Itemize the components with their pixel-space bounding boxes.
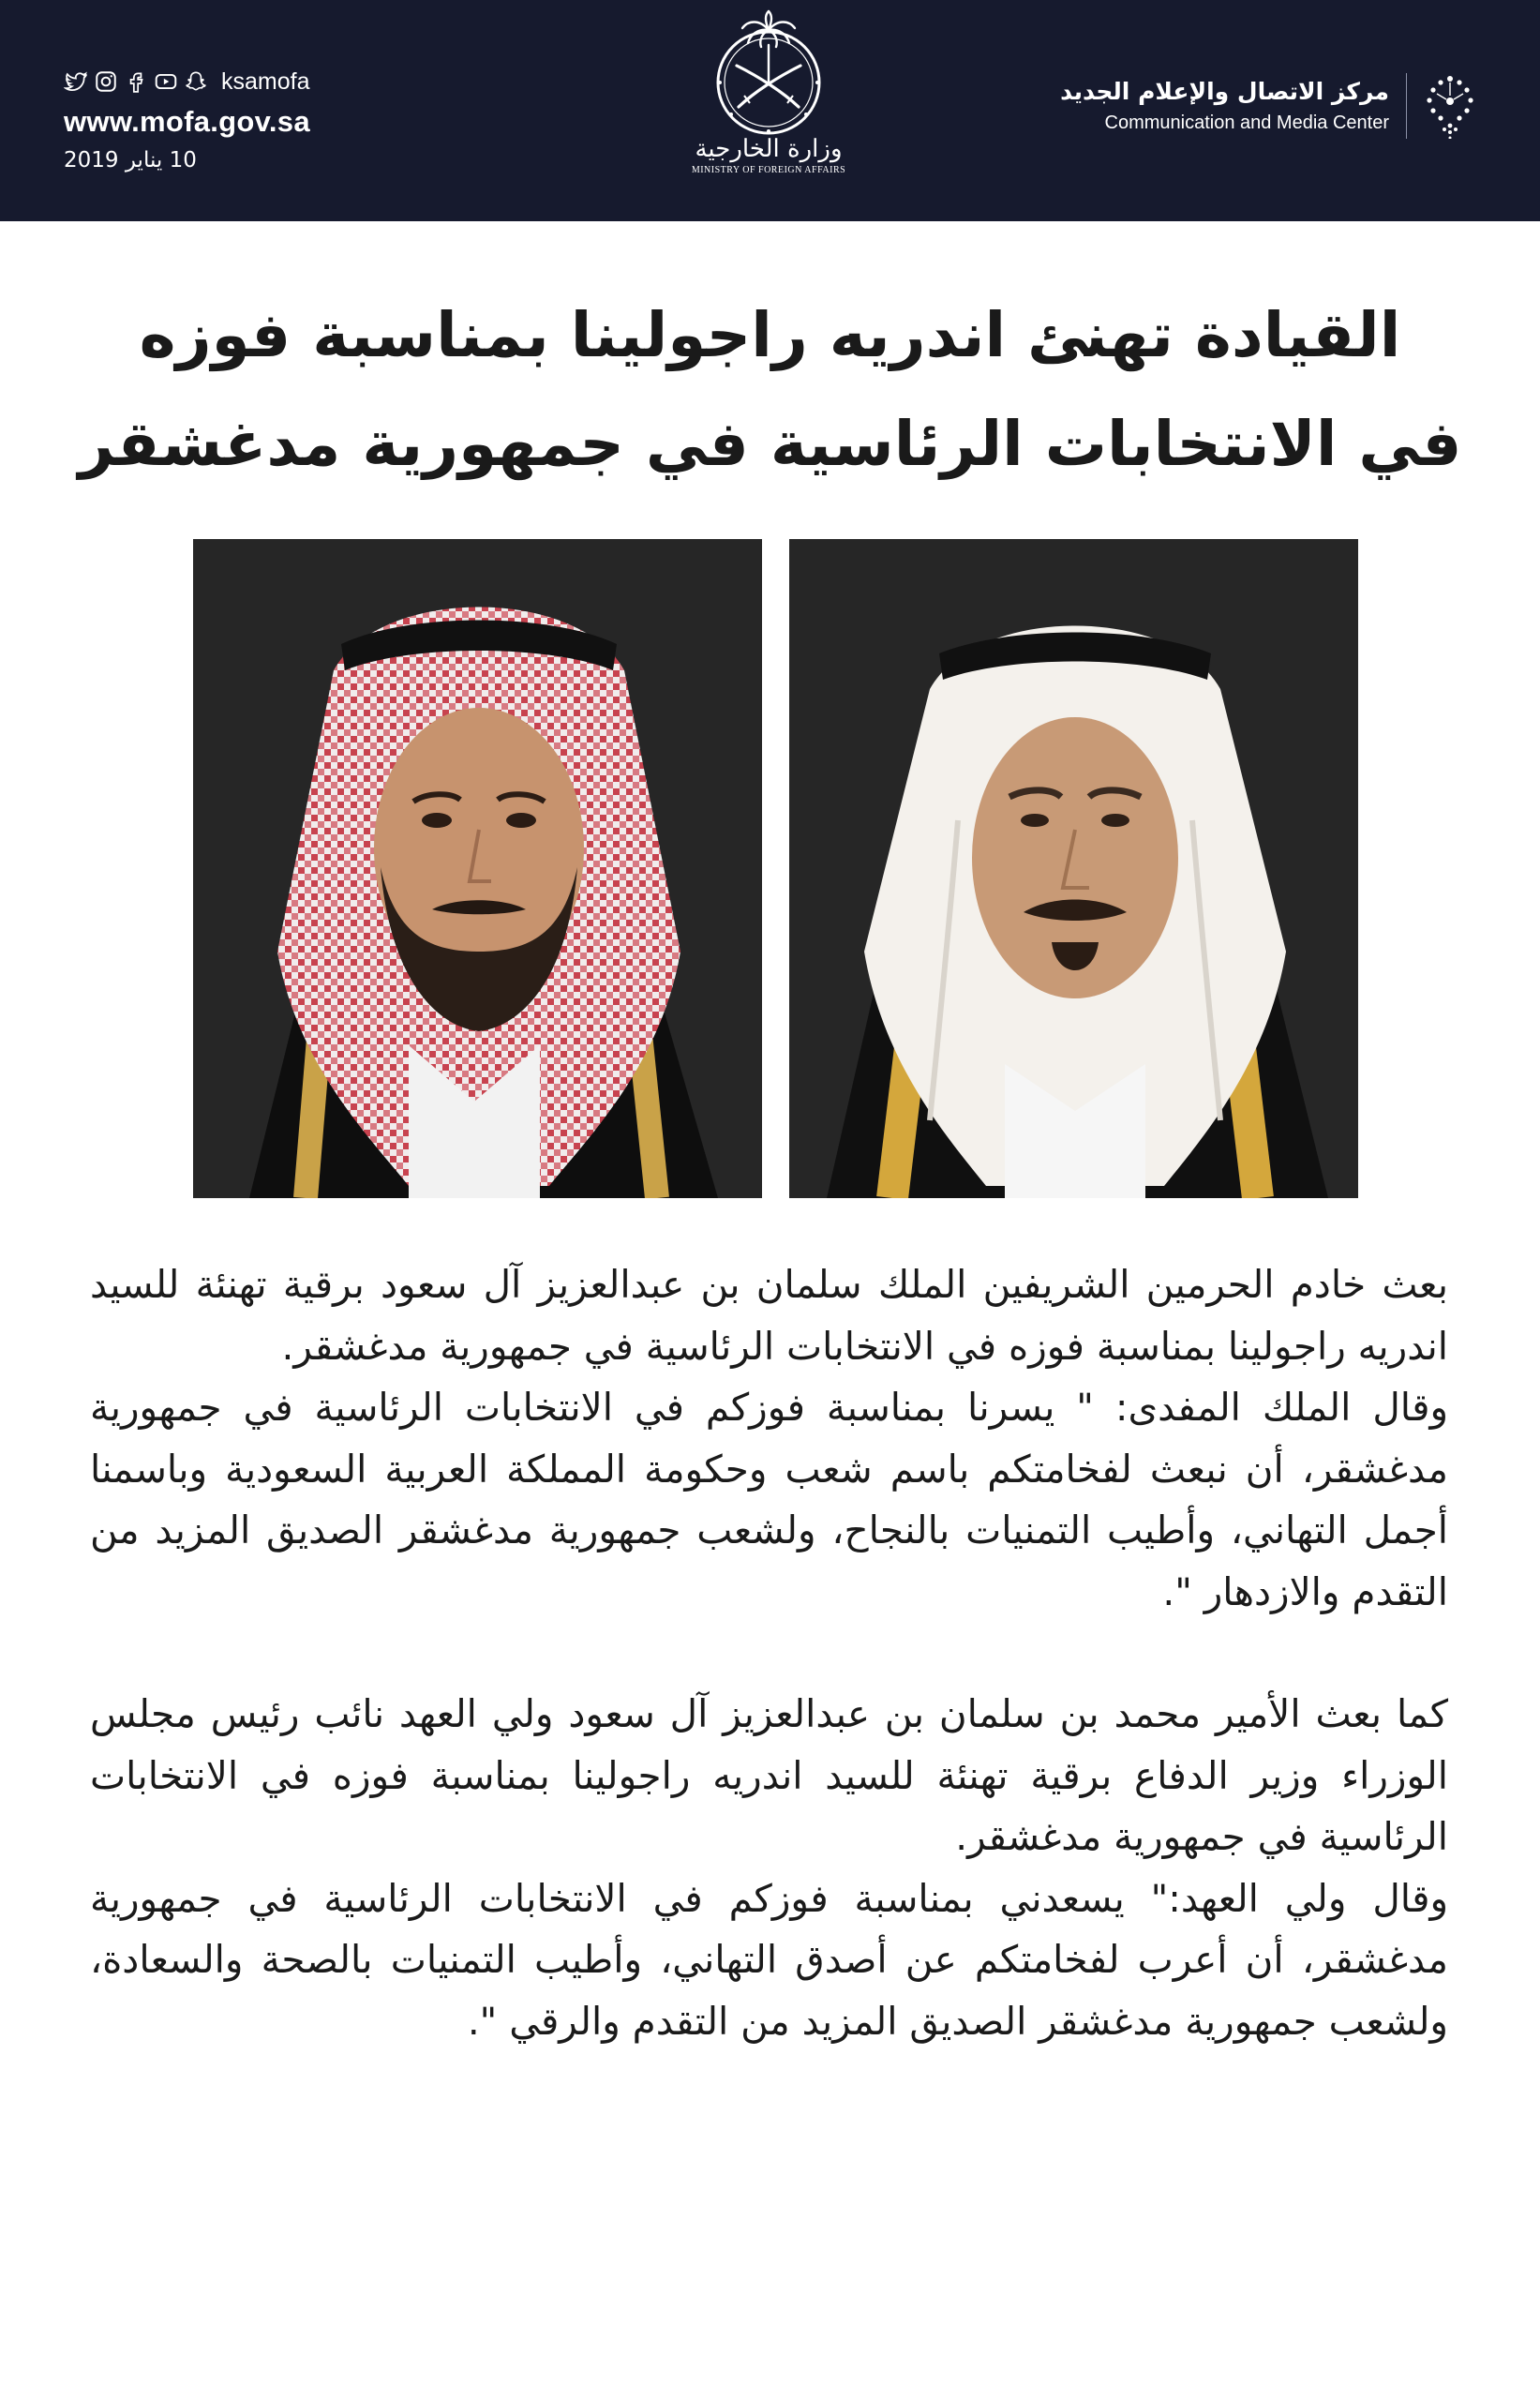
site-url-link[interactable]: www.mofa.gov.sa (64, 105, 310, 138)
media-center-logo-icon (1424, 73, 1476, 139)
youtube-icon[interactable] (154, 69, 178, 94)
contact-block (64, 66, 457, 172)
article-title (75, 281, 1465, 499)
paragraph-crown-prince-telegram: كما بعث الأمير محمد بن سلمان بن عبدالعزيز آل سعود ولي العهد نائب رئيس مجلس الوزراء وزير الدفاع برقية تهنئة للسيد اندريه راجولينا بمناسبة فوزه في الانتخابات الرئاسية في جمهورية مدغشقر. (90, 1691, 1448, 1859)
media-center-names (1060, 78, 1389, 134)
header-bar (0, 0, 1540, 221)
header-divider (1406, 73, 1407, 139)
social-handle[interactable]: ksamofa (221, 68, 310, 95)
article-title-line-2: في الانتخابات الرئاسية في جمهورية مدغشقر (78, 408, 1462, 480)
twitter-icon[interactable] (64, 69, 88, 94)
snapchat-icon[interactable] (184, 69, 208, 94)
crown-prince-portrait (193, 539, 762, 1198)
article-title-line-1: القيادة تهنئ اندريه راجولينا بمناسبة فوزه (139, 299, 1401, 371)
social-links (64, 66, 457, 98)
facebook-icon[interactable] (124, 69, 148, 94)
publish-date: 10 يناير 2019 (64, 148, 197, 172)
ministry-emblem (670, 9, 867, 211)
paragraph-spacer (90, 1623, 1448, 1684)
paragraph-king-telegram: بعث خادم الحرمين الشريفين الملك سلمان بن عبدالعزيز آل سعود برقية تهنئة للسيد اندريه راجولينا بمناسبة فوزه في الانتخابات الرئاسية في جمهورية مدغشقر. (90, 1262, 1448, 1369)
paragraph-crown-prince-quote: وقال ولي العهد:" يسعدني بمناسبة فوزكم في الانتخابات الرئاسية في جمهورية مدغشقر، أن أعرب لفخامتكم عن أصدق التهاني، وأطيب التمنيات بالصحة والسعادة، ولشعب جمهورية مدغشقر الصديق المزيد من التقدم والرقي ". (90, 1875, 1448, 2044)
paragraph-king-quote: وقال الملك المفدى: " يسرنا بمناسبة فوزكم في الانتخابات الرئاسية في جمهورية مدغشقر، أن نبعث لفخامتكم باسم شعب وحكومة المملكة العربية السعودية وباسمنا أجمل التهاني، وأطيب التمنيات بالنجاح، ولشعب جمهورية مدغشقر الصديق المزيد من التقدم والازدهار ". (90, 1385, 1448, 1614)
instagram-icon[interactable] (94, 69, 118, 94)
media-center-name-ar: مركز الاتصال والإعلام الجديد (1060, 78, 1389, 105)
article-body (90, 1254, 1448, 2052)
media-center-name-en: Communication and Media Center (1104, 112, 1389, 133)
emblem-arabic-label: وزارة الخارجية (695, 135, 843, 163)
media-center-block (1060, 73, 1476, 139)
emblem-english-label: MINISTRY OF FOREIGN AFFAIRS (691, 165, 846, 175)
king-portrait (789, 539, 1358, 1198)
palm-swords-emblem-icon (703, 9, 834, 141)
